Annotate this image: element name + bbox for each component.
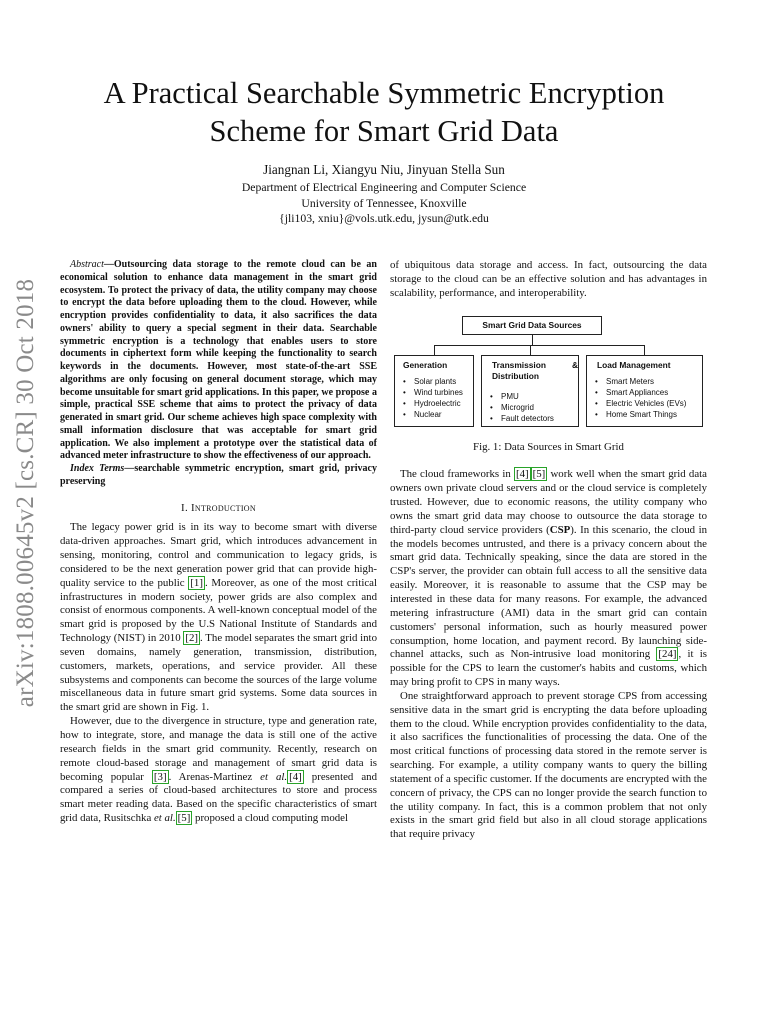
affiliation-line: University of Tennessee, Knoxville [301, 196, 467, 210]
diagram-root-box: Smart Grid Data Sources [462, 316, 602, 335]
affiliation [60, 180, 708, 227]
box-title: Load Management [597, 359, 671, 370]
citation-link[interactable]: [4] [289, 770, 302, 783]
box-title: Generation [403, 359, 448, 370]
citation-link[interactable]: [4] [515, 468, 529, 481]
connector-line [434, 345, 644, 346]
left-column [60, 259, 377, 826]
box-item: • Nuclear [403, 409, 473, 420]
paper-title [60, 74, 708, 150]
connector-line [532, 335, 533, 345]
title-line: Scheme for Smart Grid Data [209, 114, 559, 148]
connector-line [530, 345, 531, 355]
arxiv-stamp [4, 278, 48, 708]
right-column [390, 259, 707, 842]
connector-line [644, 345, 645, 355]
box-item: • Fault detectors [490, 413, 578, 424]
paragraph: of ubiquitous data storage and access. In fact, outsourcing the data storage to the cloud can be an effective solution and has advantages in scalability, performance, and interoperability. [390, 259, 707, 299]
citation-link[interactable]: [24] [658, 648, 677, 661]
paragraph: One straightforward approach to prevent storage CPS from accessing sensitive data in the smart grid is encrypting the data before uploading them to the cloud. While encryption provides confidentiality to the data, it also sacrifices the functionalities of processing the data. One of the most critical functions of processing data stored in the remote server is searching. For example, a utility company wants to query the billing statement of a specific customer. If the documents are encrypted with the concern of privacy, the CPS can no longer provide the search function to the utility company. In fact, this is a common problem that not only exists in the smart grid field but also in all cloud storage applications that require privacy [390, 689, 707, 841]
box-item: • Smart Meters [595, 376, 702, 387]
citation-link[interactable]: [5] [177, 812, 191, 825]
citation-link[interactable]: [1] [190, 576, 203, 589]
section-heading: I. Introduction [181, 501, 256, 514]
index-terms-label: Index Terms [70, 463, 125, 474]
authors: Jiangnan Li, Xiangyu Niu, Jinyuan Stella Sun [263, 162, 505, 177]
title-line: A Practical Searchable Symmetric Encryption [103, 76, 665, 110]
box-item: • Hydroelectric [403, 398, 473, 409]
citation-link[interactable]: [3] [153, 770, 167, 783]
index-terms-text: —searchable symmetric encryption, smart grid, privacy preserving [60, 463, 377, 487]
box-item: • Electric Vehicles (EVs) [595, 398, 702, 409]
abstract-label: Abstract [70, 259, 104, 270]
affiliation-line: Department of Electrical Engineering and Computer Science [241, 181, 527, 194]
figure-caption: Fig. 1: Data Sources in Smart Grid [473, 440, 624, 453]
box-item: • Smart Appliances [595, 387, 702, 398]
abstract-text: —Outsourcing data storage to the remote cloud can be an economical solution to enhance data management in the smart grid ecosystem. To protect the privacy of data, the utility company may choose to encrypt the data before uploading them to the cloud. However, while encryption provides confidentiality to data, it also sacrifices the data owners' ability to query a special segment in their data. Searchable symmetric encryption is a technology that enables users to store documents in ciphertext form while keeping the functionality to search keywords in the documents. However, most state-of-the-art SSE algorithms are only focusing on general document storage, which may become unsuitable for smart grid applications. In this paper, we propose a simple, practical SSE scheme that aims to protect the privacy of data generated in smart grid. Our scheme achieves high space complexity with small information disclosure that was acceptable for smart grid application. We also implement a prototype over the statistical data of advanced meter infrastructure to show the effectiveness of our approach. [60, 259, 377, 462]
box-item: • Wind turbines [403, 387, 473, 398]
citation-link[interactable]: [5] [532, 468, 546, 481]
paragraph: However, due to the divergence in structure, type and generation rate, how to integrate, store, and manage the data is still one of the active research fields in the smart grid community. Recently, research on remote cloud-based storage and management of smart grid data is becoming popular [3] . Arenas-Martinez et al. [4] presented and compared a series of cloud-based architectures to store and process smart meter reading data. Based on the specific characteristics of smart grid data, Rusitschka et al. [5] proposed a cloud computing model [60, 715, 378, 825]
figure-diagram [390, 313, 707, 431]
box-item: • PMU [490, 391, 578, 402]
paragraph: The cloud frameworks in [4] [5] work well when the smart grid data owners own private cloud servers and or the cloud service is completely trusted. However, due to economic reasons, the utility company who owns the smart grid data may choose to outsource the data storage to third-party cloud service providers (CSP). In this scenario, the cloud in the models becomes untrusted, and there is a privacy concern about the smart grid data. Technically speaking, since the data are stored in the CSP's server, the provider can obtain full access to all the sensitive data easily. Moreover, it is reasonable to assume that the CSP may be interested in these data for many reasons. For example, the advanced metering infrastructure (AMI) data in the smart grid can contain customers' personal information, such as hourly measured power consumption, home location, and payment record. By launching side-channel attacks, such as Non-intrusive load monitoring [24] , it is possible for the CPS to learn the customer's habits and customs, which may bring profit to CPS in many ways. [390, 468, 708, 689]
abstract [60, 259, 377, 489]
paragraph: The legacy power grid is in its way to become smart with diverse data-driven approaches. Smart grid, which introduces advancement in sensing, monitoring, control and communication to legacy grids, is considered to be the next generation power grid that can provide high-quality service to the public [1] . Moreover, as one of the most critical infrastructures in modern society, power grids are also complex and consist of enormous components. A well-known conceptual model of the smart grid is proposed by the U.S National Institute of Standards and Technology (NIST) in 2010 [2] . The model separates the smart grid into seven domains, namely generation, transmission, distribution, customers, markets, operations, and service provider. All these subsystems and components can become the sources of the large volume miscellaneous data in future smart grid systems. Some data sources in the smart grid are shown in Fig. 1. [60, 521, 377, 714]
box-title: Transmission & Distribution [492, 359, 578, 381]
citation-link[interactable]: [2] [185, 632, 199, 645]
diagram-box-load-management [586, 355, 703, 427]
arxiv-stamp-text: arXiv:1808.00645v2 [cs.CR] 30 Oct 2018 [12, 278, 39, 708]
affiliation-line: {jli103, xniu}@vols.utk.edu, jysun@utk.edu [279, 212, 489, 225]
diagram-box-generation [394, 355, 474, 427]
box-item: • Microgrid [490, 402, 578, 413]
diagram-box-transmission [481, 355, 579, 427]
connector-line [434, 345, 435, 355]
box-item: • Home Smart Things [595, 409, 702, 420]
box-item: • Solar plants [403, 376, 473, 387]
